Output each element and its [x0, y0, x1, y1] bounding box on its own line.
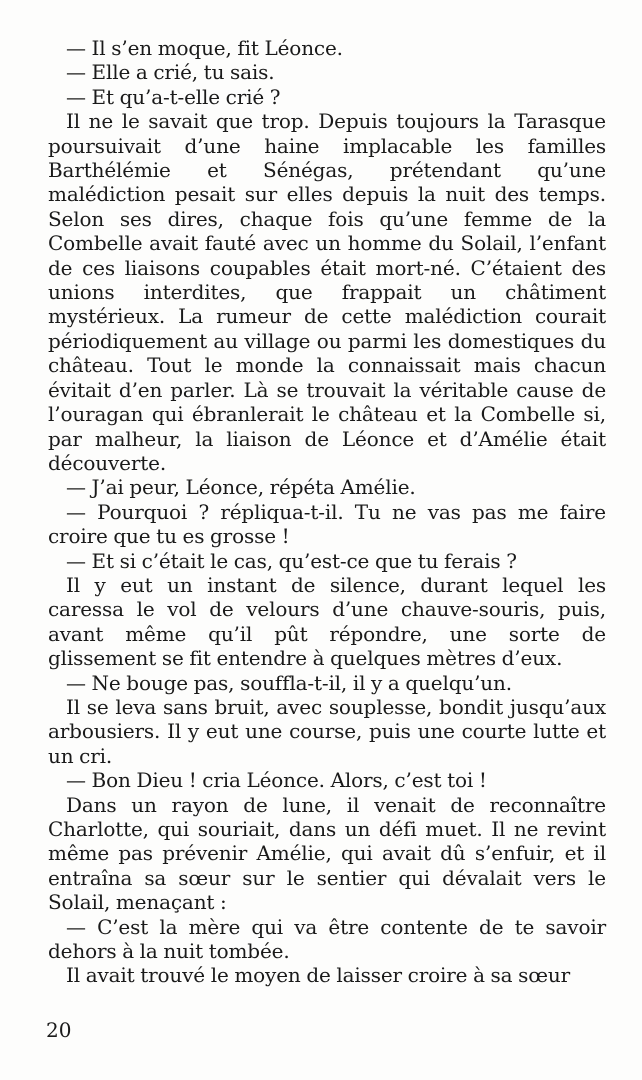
paragraph: Il avait trouvé le moyen de laisser croire à sa sœur [66, 963, 571, 988]
paragraph: — Bon Dieu ! cria Léonce. Alors, c’est toi ! [66, 768, 487, 793]
paragraph: — J’ai peur, Léonce, répéta Amélie. [66, 475, 416, 500]
paragraph: — Et si c’était le cas, qu’est-ce que tu ferais ? [66, 548, 517, 573]
paragraph: — C’est la mère qui va être contente de te savoir dehors à la nuit tombée. [48, 914, 606, 964]
paragraph: Il ne le savait que trop. Depuis toujours la Tarasque poursuivait d’une haine implacable les familles Barthélémie et Sénégas, prétendant qu’une malédiction pesait sur elles depuis la nuit des temps. Selon ses dires, chaque fois qu’une femme de la Combelle avait fauté avec un homme du Solail, l’enfant de ces liaisons coupables était mort-né. C’étaient des unions interdites, que frappait un châtiment mystérieux. La rumeur de cette malédiction courait périodiquement au village ou parmi les domestiques du château. Tout le monde la connaissait mais chacun évitait d’en parler. Là se trouvait la véritable cause de l’ouragan qui ébranlerait le château et la Combelle si, par malheur, la liaison de Léonce et d’Amélie était découverte. [48, 109, 606, 475]
paragraph: — Il s’en moque, fit Léonce. [66, 36, 343, 60]
page-number: 20 [46, 1018, 72, 1042]
paragraph: Il y eut un instant de silence, durant lequel les caressa le vol de velours d’une chauve-souris, puis, avant même qu’il pût répondre, une sorte de glissement se fit entendre à quelques mètres d’eux. [48, 572, 606, 671]
body-text [48, 36, 606, 988]
paragraph: — Pourquoi ? répliqua-t-il. Tu ne vas pas me faire croire que tu es grosse ! [48, 499, 606, 549]
paragraph: — Elle a crié, tu sais. [66, 60, 275, 85]
paragraph: — Et qu’a-t-elle crié ? [66, 84, 281, 109]
paragraph: Il se leva sans bruit, avec souplesse, bondit jusqu’aux arbousiers. Il y eut une course, puis une courte lutte et un cri. [48, 694, 606, 768]
paragraph: — Ne bouge pas, souffla-t-il, il y a quelqu’un. [66, 670, 512, 695]
paragraph: Dans un rayon de lune, il venait de reconnaître Charlotte, qui souriait, dans un défi muet. Il ne revint même pas prévenir Amélie, qui avait dû s’enfuir, et il entraîna sa sœur sur le sentier qui dévalait vers le Solail, menaçant : [48, 792, 606, 915]
